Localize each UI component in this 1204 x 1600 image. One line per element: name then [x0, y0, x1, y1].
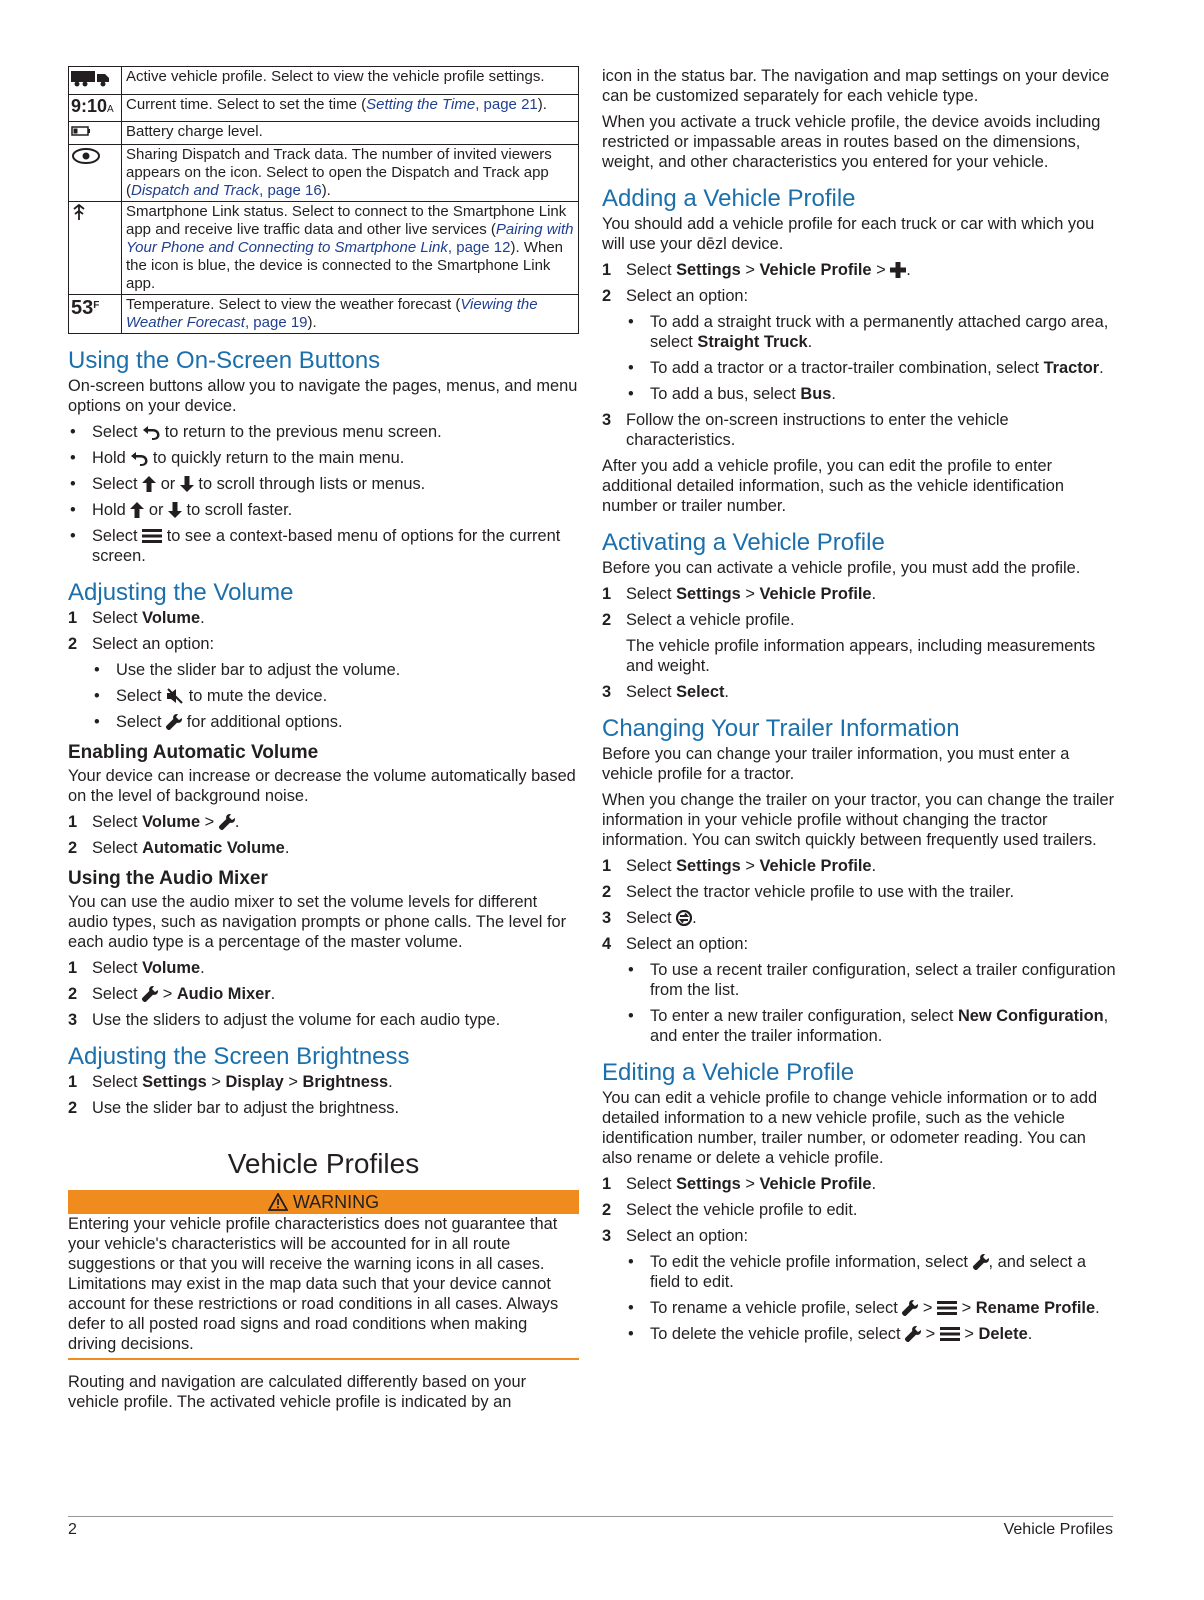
wrench-icon	[905, 1326, 921, 1342]
menu-icon	[940, 1326, 960, 1342]
right-column	[602, 66, 1117, 1350]
list-item: • To enter a new trailer configuration, select New Configuration, and enter the trailer information.	[626, 1006, 1117, 1046]
step-item: 1 Select Volume.	[68, 609, 205, 627]
step-item: 1 Select Volume > .	[68, 813, 240, 831]
step-item: 2 Select an option:	[68, 635, 215, 653]
step-item: 2 Select Automatic Volume.	[68, 839, 290, 857]
list-item: • To add a straight truck with a permanently attached cargo area, select Straight Truck.	[626, 312, 1117, 352]
step-item: 1 Select Settings > Vehicle Profile.	[602, 1175, 877, 1193]
up-arrow-icon	[142, 476, 156, 492]
status-icon-table	[68, 66, 579, 334]
list-item: • To delete the vehicle profile, select > > Delete.	[626, 1324, 1117, 1344]
wrench-icon	[902, 1300, 918, 1316]
step-item: 2 Select the vehicle profile to edit.	[602, 1201, 858, 1219]
paragraph: When you activate a truck vehicle profile, the device avoids including restricted or impassable areas in routes based on the dimensions, weight, and other characteristics you entered for your vehicle.	[602, 113, 1101, 171]
section-heading-onscreen-buttons: Using the On-Screen Buttons	[68, 347, 381, 374]
temperature-icon: $53^F$	[69, 295, 122, 334]
step-item: 2 Select an option:	[602, 287, 749, 305]
step-item: 3 Select Select.	[602, 683, 729, 701]
list-item: • To add a bus, select Bus.	[626, 384, 1117, 404]
table-cell: Sharing Dispatch and Track data. The number of invited viewers appears on the icon. Select to open the Dispatch and Track app (Dispatch and Track, page 16).	[122, 145, 579, 202]
paragraph: When you change the trailer on your tractor, you can change the trailer information in your vehicle profile without changing the tractor information. You can switch quickly between frequently used trailers.	[602, 791, 1115, 849]
page-link[interactable]: page 16	[267, 182, 322, 199]
smartphone-link-icon	[69, 202, 122, 295]
step-item: 1 Select Volume.	[68, 959, 205, 977]
subsection-heading-audio-mixer: Using the Audio Mixer	[68, 868, 268, 889]
section-heading-brightness: Adjusting the Screen Brightness	[68, 1043, 410, 1070]
trailer-swap-icon	[676, 910, 692, 926]
section-heading-trailer-info: Changing Your Trailer Information	[602, 715, 960, 742]
list-item: • Hold to quickly return to the main menu.	[68, 448, 579, 468]
step-item: 2 Select a vehicle profile.	[602, 611, 795, 629]
table-row	[69, 67, 579, 95]
step-item: 1 Select Settings > Vehicle Profile.	[602, 857, 877, 875]
page-link[interactable]: page 19	[253, 314, 308, 331]
list-item: • To add a tractor or a tractor-trailer combination, select Tractor.	[626, 358, 1117, 378]
wrench-icon	[142, 986, 158, 1002]
table-row	[69, 145, 579, 202]
step-item: 1 Select Settings > Vehicle Profile > .	[602, 261, 911, 279]
paragraph: After you add a vehicle profile, you can edit the profile to enter additional detailed information, such as the vehicle identification number or trailer number.	[602, 457, 1064, 515]
step-item: 3 Select .	[602, 909, 697, 927]
list-item: • Hold or to scroll faster.	[68, 500, 579, 520]
table-row	[69, 295, 579, 334]
list-item: • To edit the vehicle profile information, select , and select a field to edit.	[626, 1252, 1117, 1292]
table-cell: Current time. Select to set the time (Setting the Time, page 21).	[122, 95, 579, 122]
up-arrow-icon	[130, 502, 144, 518]
paragraph: Before you can change your trailer information, you must enter a vehicle profile for a tractor.	[602, 745, 1070, 783]
step-item: 1 Select Settings > Vehicle Profile.	[602, 585, 877, 603]
chapter-title: Vehicle Profiles	[227, 1148, 420, 1179]
battery-icon	[69, 122, 122, 145]
step-item: 2 Select > Audio Mixer.	[68, 985, 276, 1003]
paragraph: Before you can activate a vehicle profile, you must add the profile.	[602, 559, 1081, 577]
down-arrow-icon	[168, 502, 182, 518]
mute-icon	[166, 688, 184, 704]
cross-reference-link[interactable]: Dispatch and Track	[131, 182, 260, 199]
warning-text: Entering your vehicle profile characteristics does not guarantee that your vehicle's characteristics will be accounted for in all route suggestions or that you will receive the warning icons in all cases. Limitations may exist in the map data such that your device cannot account for these restrictions or road conditions in all cases. Always defer to all posted road signs and road conditions when making driving decisions.	[68, 1214, 579, 1360]
page-link[interactable]: page 21	[483, 96, 538, 113]
list-item: • Select to mute the device.	[92, 686, 579, 706]
menu-icon	[937, 1300, 957, 1316]
section-heading-adding-profile: Adding a Vehicle Profile	[602, 185, 856, 212]
list-item: • To rename a vehicle profile, select > > Rename Profile.	[626, 1298, 1117, 1318]
table-cell: Active vehicle profile. Select to view the vehicle profile settings.	[122, 67, 579, 95]
paragraph: icon in the status bar. The navigation and map settings on your device can be customized separately for each vehicle type.	[602, 67, 1110, 105]
footer-section-title: Vehicle Profiles	[1003, 1521, 1113, 1538]
page-link[interactable]: page 12	[456, 239, 511, 256]
list-item: • Select to see a context-based menu of options for the current screen.	[68, 526, 579, 566]
step-item: 2 Use the slider bar to adjust the brightness.	[68, 1099, 400, 1117]
cross-reference-link[interactable]: Pairing with Your Phone and Connecting to Smartphone Link	[126, 221, 574, 256]
section-heading-editing-profile: Editing a Vehicle Profile	[602, 1059, 855, 1086]
step-item: 3 Follow the on-screen instructions to enter the vehicle characteristics.	[602, 411, 1009, 449]
section-heading-activating-profile: Activating a Vehicle Profile	[602, 529, 885, 556]
paragraph: Your device can increase or decrease the volume automatically based on the level of background noise.	[68, 767, 576, 805]
step-item: 3 Select an option:	[602, 1227, 749, 1245]
paragraph: On-screen buttons allow you to navigate the pages, menus, and menu options on your device.	[68, 377, 578, 415]
list-item: • Select to return to the previous menu screen.	[68, 422, 579, 442]
table-cell: Temperature. Select to view the weather forecast (Viewing the Weather Forecast, page 19).	[122, 295, 579, 334]
list-item: • Select or to scroll through lists or menus.	[68, 474, 579, 494]
paragraph: You can use the audio mixer to set the volume levels for different audio types, such as navigation prompts or phone calls. The level for each audio type is a percentage of the master volume.	[68, 893, 567, 951]
list-item: • To use a recent trailer configuration, select a trailer configuration from the list.	[626, 960, 1117, 1000]
menu-icon	[142, 528, 162, 544]
step-note: The vehicle profile information appears, including measurements and weight.	[626, 637, 1096, 675]
table-cell: Battery charge level.	[122, 122, 579, 145]
step-item: 4 Select an option:	[602, 935, 749, 953]
cross-reference-link[interactable]: Viewing the Weather Forecast	[126, 296, 538, 331]
back-icon	[142, 424, 160, 440]
paragraph: You can edit a vehicle profile to change vehicle information or to add detailed information to a new vehicle profile, such as the vehicle identification number, trailer number, or odometer reading. You can also rename or delete a vehicle profile.	[602, 1089, 1098, 1167]
plus-icon	[890, 262, 906, 278]
table-cell: Smartphone Link status. Select to connect to the Smartphone Link app and receive live traffic data and other live services (Pairing with Your Phone and Connecting to Smartphone Link, page 12). When the icon is blue, the device is connected to the Smartphone Link app.	[122, 202, 579, 295]
paragraph: You should add a vehicle profile for each truck or car with which you will use your dēzl device.	[602, 215, 1095, 253]
wrench-icon	[973, 1254, 989, 1270]
table-row	[69, 122, 579, 145]
warning-banner: WARNING	[68, 1190, 579, 1214]
section-heading-volume: Adjusting the Volume	[68, 579, 294, 606]
wrench-icon	[219, 814, 235, 830]
step-item: 2 Select the tractor vehicle profile to use with the trailer.	[602, 883, 1015, 901]
down-arrow-icon	[180, 476, 194, 492]
page-number: 2	[68, 1521, 77, 1538]
wrench-icon	[166, 714, 182, 730]
truck-icon	[69, 67, 122, 95]
warning-triangle-icon	[268, 1193, 288, 1211]
clock-icon: 9:10A	[69, 95, 122, 122]
list-item: • Use the slider bar to adjust the volume.	[92, 660, 579, 680]
left-column	[68, 66, 579, 1418]
step-item: 3 Use the sliders to adjust the volume for each audio type.	[68, 1011, 501, 1029]
subsection-heading-automatic-volume: Enabling Automatic Volume	[68, 742, 319, 763]
back-icon	[130, 450, 148, 466]
eye-icon	[69, 145, 122, 202]
paragraph: Routing and navigation are calculated differently based on your vehicle profile. The activated vehicle profile is indicated by an	[68, 1373, 527, 1411]
cross-reference-link[interactable]: Setting the Time	[366, 96, 476, 113]
step-item: 1 Select Settings > Display > Brightness.	[68, 1073, 393, 1091]
page-footer	[68, 1516, 1113, 1538]
table-row	[69, 202, 579, 295]
list-item: • Select for additional options.	[92, 712, 579, 732]
table-row	[69, 95, 579, 122]
